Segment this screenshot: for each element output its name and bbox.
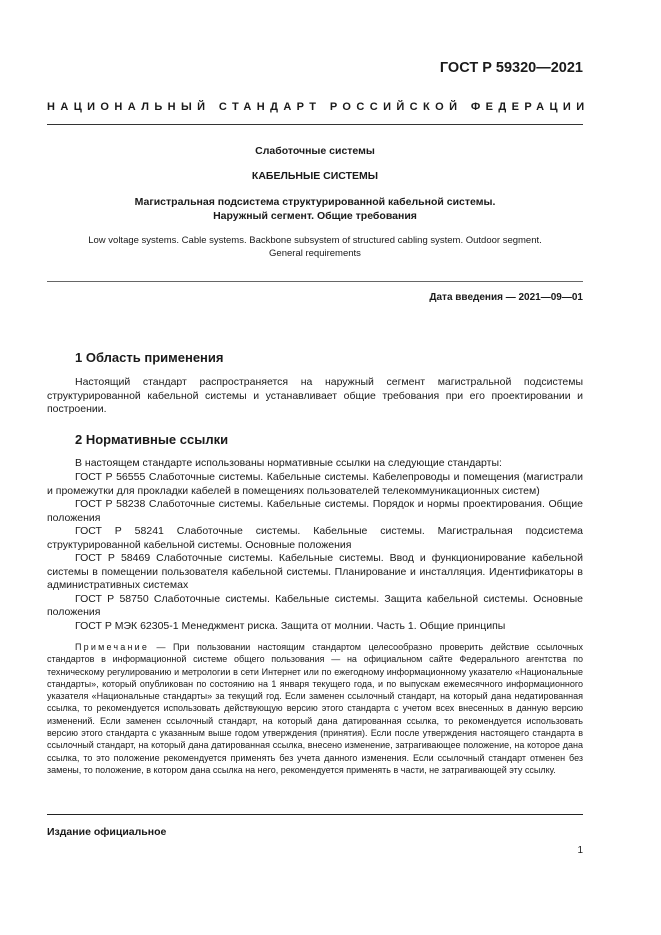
document-subtitle: Слаботочные системы — [255, 145, 375, 157]
section-1-heading: 1 Область применения — [75, 350, 224, 365]
introduction-date: Дата введения — 2021—09—01 — [429, 292, 583, 303]
english-title-line-1: Low voltage systems. Cable systems. Backbone subsystem of structured cabling system. Outdoor segment. — [88, 235, 542, 246]
reference-note — [47, 641, 583, 776]
page-number: 1 — [577, 845, 583, 856]
title-divider — [47, 281, 583, 282]
section-1-text: Настоящий стандарт распространяется на наружный сегмент магистральной подсистемы структурированной кабельной системы и устанавливает общие требования при его проектировании и построении. — [47, 376, 583, 415]
title-detail-line-2: Наружный сегмент. Общие требования — [213, 209, 417, 222]
document-title: КАБЕЛЬНЫЕ СИСТЕМЫ — [251, 170, 379, 182]
reference-item: ГОСТ Р МЭК 62305-1 Менеджмент риска. Защита от молнии. Часть 1. Общие принципы — [75, 619, 506, 632]
footer-divider — [47, 814, 583, 815]
reference-item: ГОСТ Р 58238 Слаботочные системы. Кабельные системы. Порядок и нормы проектирования. Общие положения — [47, 498, 583, 524]
reference-item: ГОСТ Р 56555 Слаботочные системы. Кабельные системы. Кабелепроводы и помещения (магистрали и промежутки для прокладки кабелей в помещениях пользователей телекоммуникационных систем) — [47, 471, 583, 497]
normative-references-list — [47, 471, 583, 633]
section-2-intro: В настоящем стандарте использованы нормативные ссылки на следующие стандарты: — [75, 457, 502, 469]
reference-item: ГОСТ Р 58750 Слаботочные системы. Кабельные системы. Защита кабельной системы. Основные положения — [47, 592, 583, 618]
national-standard-banner: НАЦИОНАЛЬНЫЙ СТАНДАРТ РОССИЙСКОЙ ФЕДЕРАЦИИ — [47, 101, 590, 113]
note-label: Примечание — [75, 642, 150, 652]
reference-item: ГОСТ Р 58469 Слаботочные системы. Кабельные системы. Ввод и функционирование кабельной системы в помещении пользователя кабельной системы. Планирование и инсталляция. Идентификаторы в административных системах — [47, 552, 583, 591]
english-title-line-2: General requirements — [269, 247, 361, 259]
note-text: — При пользовании настоящим стандартом целесообразно проверить действие ссылочных стандартов в информационной системе общего пользования — на официальном сайте Федерального агентства по техническому регулированию и метрологии в сети Интернет или по ежегодному информационному указателю «Национальные стандарты», который опубликован по состоянию на 1 января текущего года, и по выпускам ежемесячного информационного указателя «Национальные стандарты» за текущий год. Если заменен ссылочный стандарт, на который дана недатированная ссылка, то рекомендуется использовать действующую версию этого стандарта с учетом всех внесенных в данную версию изменений. Если заменен ссылочный стандарт, на который дана датированная ссылка, то рекомендуется использовать версию этого стандарта с указанным выше годом утверждения (принятия). Если после утверждения настоящего стандарта в ссылочный стандарт, на который дана датированная ссылка, внесено изменение, затрагивающее положение, на которое дана ссылка, то это положение рекомендуется применять без учета данного изменения. Если ссылочный стандарт отменен без замены, то положение, в котором дана ссылка на него, рекомендуется применять в части, не затрагивающей эту ссылку. — [47, 642, 583, 775]
title-detail-line-1: Магистральная подсистема структурированной кабельной системы. — [134, 196, 496, 208]
english-title — [47, 235, 583, 260]
official-edition-label: Издание официальное — [47, 826, 167, 838]
section-2-heading: 2 Нормативные ссылки — [75, 432, 229, 447]
standard-code: ГОСТ Р 59320—2021 — [439, 60, 583, 76]
document-title-detail — [47, 196, 583, 223]
reference-item: ГОСТ Р 58241 Слаботочные системы. Кабельные системы. Магистральная подсистема структурированной кабельной системы. Основные положения — [47, 525, 583, 551]
header-divider — [47, 124, 583, 125]
